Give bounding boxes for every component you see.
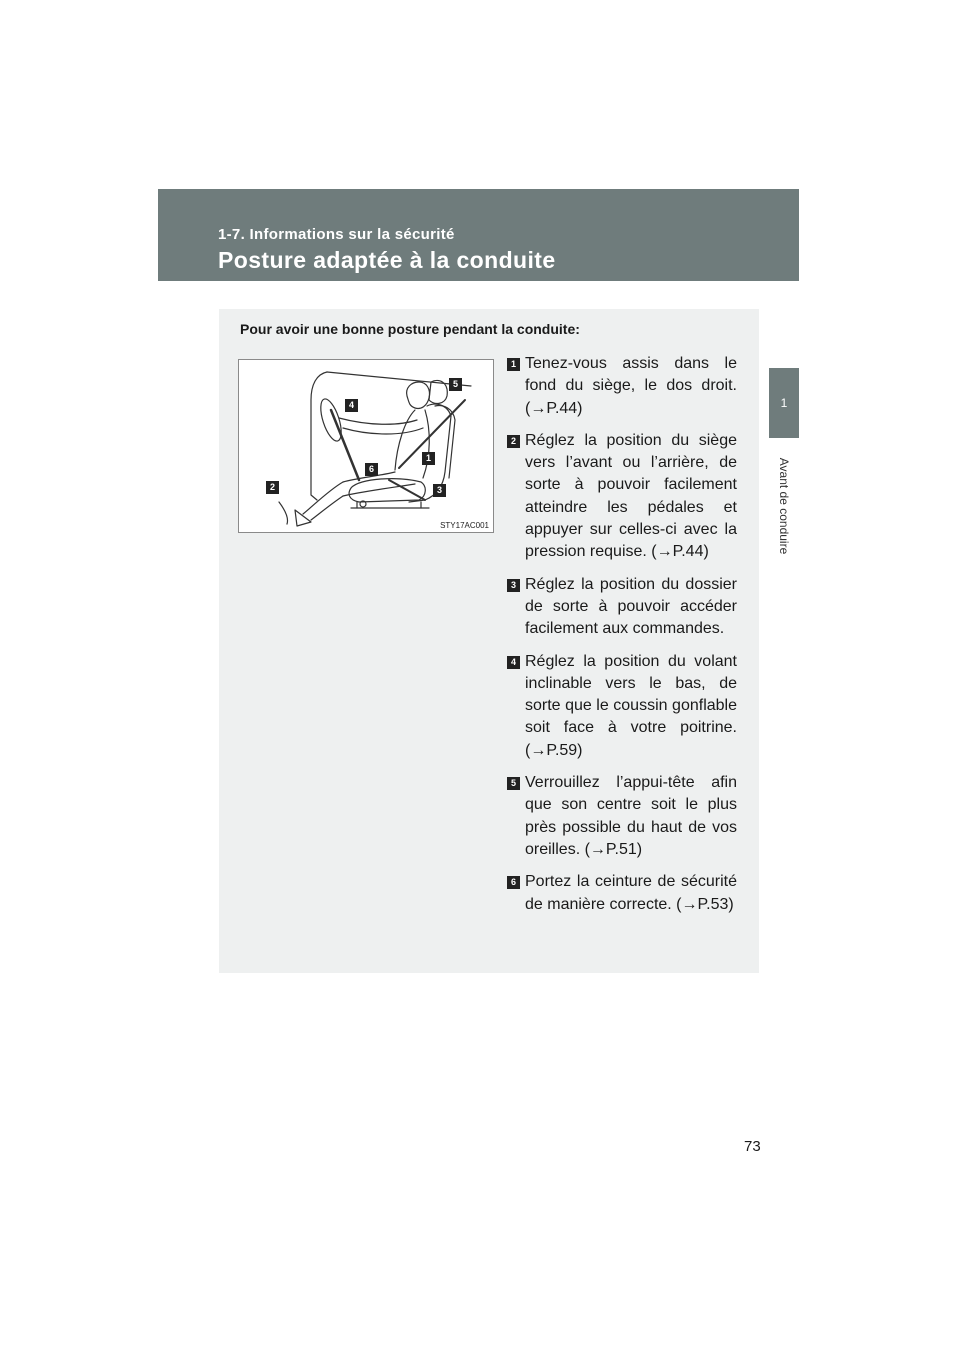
step-list	[507, 353, 737, 926]
callout-5: 5	[449, 378, 462, 391]
step-text: Réglez la position du siège vers l’avant ou l’arrière, de sorte à pouvoir facilement atteindre les pédales et appuyer sur celles-ci avec la pression requise. (→P.44)	[525, 431, 737, 561]
list-item	[507, 772, 737, 861]
callout-3: 3	[433, 484, 446, 497]
step-text: Réglez la position du dossier de sorte à pouvoir accéder facilement aux commandes.	[525, 575, 737, 638]
callout-2: 2	[266, 481, 279, 494]
step-text: Verrouillez l’appui-tête afin que son centre soit le plus près possible du haut de vos oreilles. (→P.51)	[525, 774, 737, 858]
chapter-header	[158, 189, 799, 281]
driving-posture-illustration	[238, 359, 494, 533]
step-number: 4	[507, 656, 520, 669]
step-number: 2	[507, 435, 520, 448]
step-number: 1	[507, 358, 520, 371]
list-item	[507, 651, 737, 762]
callout-1: 1	[422, 452, 435, 465]
step-number: 6	[507, 876, 520, 889]
step-number: 5	[507, 777, 520, 790]
list-item	[507, 353, 737, 420]
step-text: Tenez-vous assis dans le fond du siège, le dos droit. (→P.44)	[525, 355, 737, 417]
page-title: Posture adaptée à la conduite	[218, 247, 556, 273]
callout-4: 4	[345, 399, 358, 412]
list-item	[507, 430, 737, 564]
chapter-tab: 1	[769, 368, 799, 438]
step-text: Réglez la position du volant inclinable vers le bas, de sorte que le coussin gonflable soit face à votre poitrine. (→P.59)	[525, 652, 737, 759]
section-heading: 1-7. Informations sur la sécurité	[218, 226, 455, 243]
list-item	[507, 574, 737, 641]
figure-code: STY17AC001	[440, 521, 489, 530]
step-text: Portez la ceinture de sécurité de manière correcte. (→P.53)	[525, 873, 737, 913]
callout-6: 6	[365, 463, 378, 476]
step-number: 3	[507, 579, 520, 592]
intro-text: Pour avoir une bonne posture pendant la conduite:	[240, 321, 580, 337]
list-item	[507, 871, 737, 916]
page-number: 73	[744, 1138, 761, 1155]
content-box	[219, 309, 759, 973]
chapter-tab-label: Avant de conduire	[777, 457, 791, 555]
